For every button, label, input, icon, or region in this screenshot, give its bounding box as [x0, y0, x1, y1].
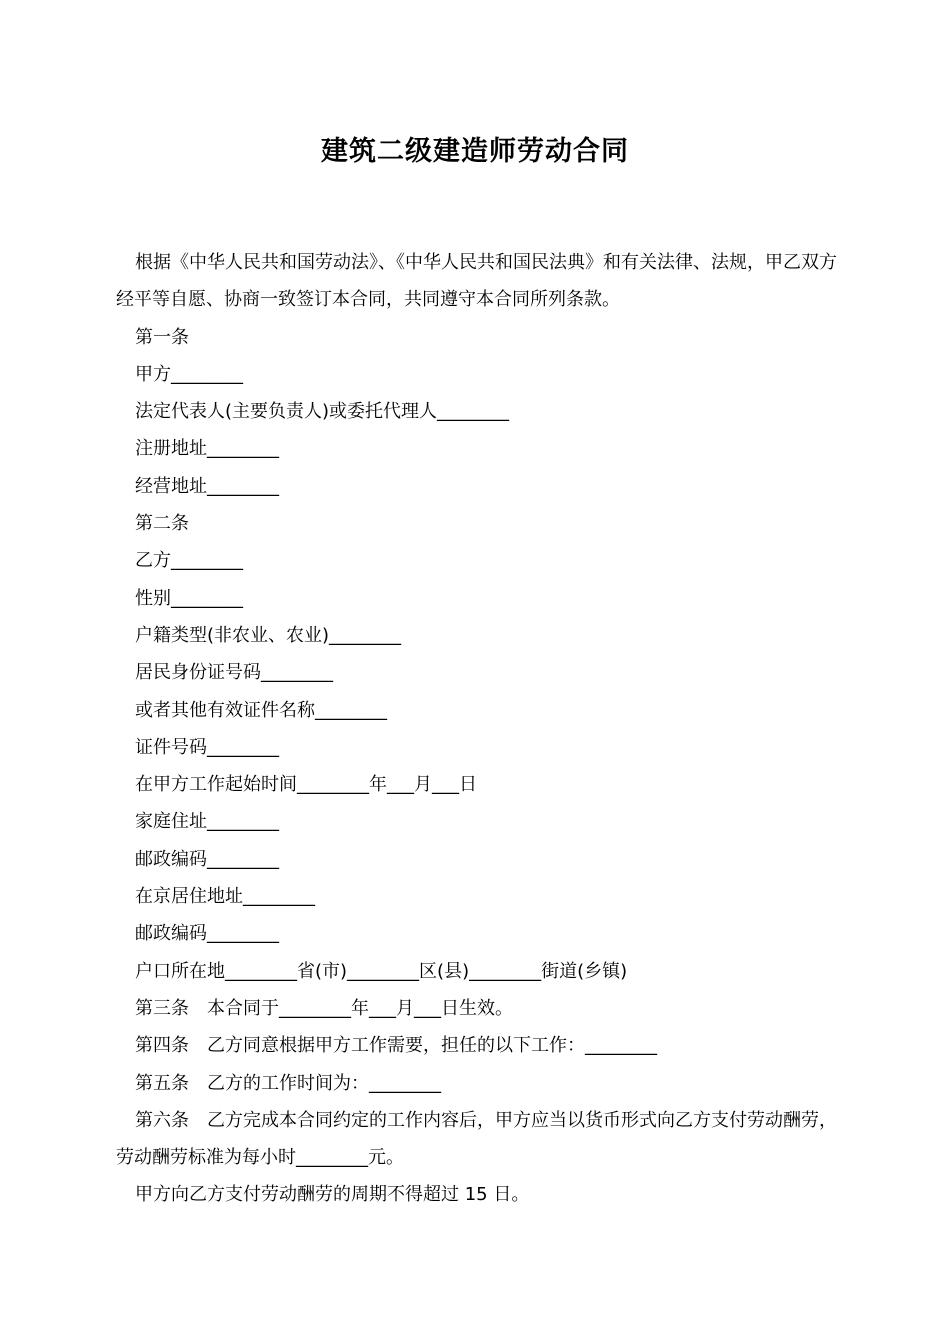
paragraph-other-certificate: 或者其他有效证件名称________	[135, 699, 387, 721]
paragraph-hukou-location: 户口所在地________省(市)________区(县)________街道(乡镇)	[135, 960, 628, 982]
paragraph-registered-address: 注册地址________	[135, 438, 279, 460]
paragraph-postal-code-1: 邮政编码________	[135, 848, 279, 870]
paragraph-business-address: 经营地址________	[135, 475, 279, 497]
paragraph-article-6: 第六条 乙方完成本合同约定的工作内容后，甲方应当以货币形式向乙方支付劳动酬劳，劳动酬劳标准为每小时________元。	[116, 1109, 837, 1169]
paragraph-household-type: 户籍类型(非农业、农业)________	[135, 624, 402, 646]
paragraph-article-4: 第四条 乙方同意根据甲方工作需要，担任的以下工作：________	[135, 1035, 657, 1057]
document-body	[116, 244, 838, 1214]
paragraph-article-1: 第一条	[135, 326, 189, 348]
paragraph-gender: 性别________	[135, 587, 243, 609]
paragraph-party-b: 乙方________	[135, 550, 243, 572]
paragraph-legal-representative: 法定代表人(主要负责人)或委托代理人________	[135, 401, 510, 423]
paragraph-preamble: 根据《中华人民共和国劳动法》、《中华人民共和国民法典》和有关法律、法规，甲乙双方经平等自愿、协商一致签订本合同，共同遵守本合同所列条款。	[116, 252, 837, 311]
paragraph-home-address: 家庭住址________	[135, 811, 279, 833]
paragraph-beijing-address: 在京居住地址________	[135, 886, 315, 908]
paragraph-id-number: 居民身份证号码________	[135, 662, 333, 684]
paragraph-article-2: 第二条	[135, 513, 189, 535]
paragraph-start-date: 在甲方工作起始时间________年___月___日	[135, 774, 477, 796]
document-title: 建筑二级建造师劳动合同	[321, 136, 629, 167]
paragraph-article-3: 第三条 本合同于________年___月___日生效。	[135, 997, 513, 1019]
paragraph-certificate-number: 证件号码________	[135, 736, 279, 758]
paragraph-postal-code-2: 邮政编码________	[135, 923, 279, 945]
paragraph-payment-period: 甲方向乙方支付劳动酬劳的周期不得超过 15 日。	[135, 1184, 530, 1206]
paragraph-party-a: 甲方________	[135, 363, 243, 385]
paragraph-article-5: 第五条 乙方的工作时间为：________	[135, 1072, 441, 1094]
